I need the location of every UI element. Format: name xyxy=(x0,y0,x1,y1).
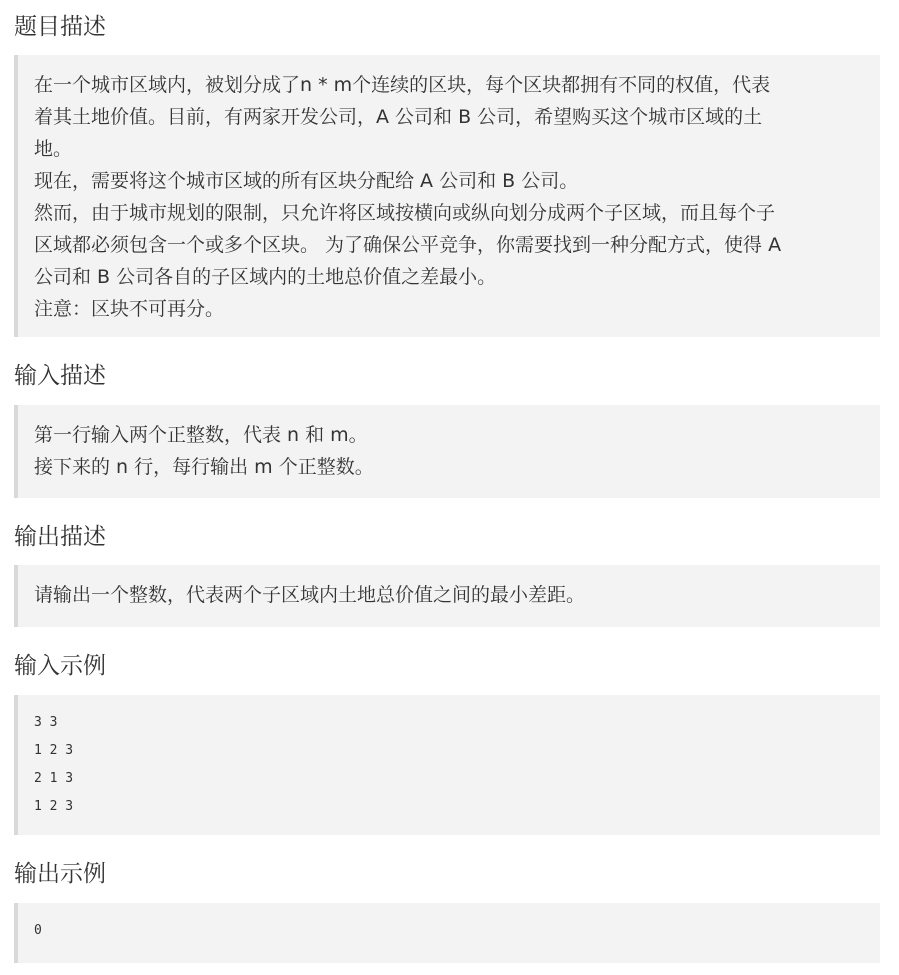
description-line: 然而，由于城市规划的限制，只允许将区域按横向或纵向划分成两个子区域，而且每个子 xyxy=(34,202,776,224)
input-line: 第一行输入两个正整数，代表 n 和 m。 xyxy=(34,424,368,446)
output-line: 请输出一个整数，代表两个子区域内土地总价值之间的最小差距。 xyxy=(34,584,586,606)
output-heading: 输出描述 xyxy=(14,524,106,550)
description-line: 公司和 B 公司各自的子区域内的土地总价值之差最小。 xyxy=(34,266,497,288)
code-line: 1 2 3 xyxy=(34,743,74,758)
output-block xyxy=(14,565,880,627)
description-line: 现在，需要将这个城市区域的所有区块分配给 A 公司和 B 公司。 xyxy=(34,170,579,192)
code-line: 3 3 xyxy=(34,715,58,730)
code-line: 1 2 3 xyxy=(34,799,74,814)
description-line: 注意：区块不可再分。 xyxy=(34,298,225,320)
input-example-code xyxy=(14,695,880,835)
description-line: 在一个城市区域内，被划分成了n * m个连续的区块，每个区块都拥有不同的权值，代表 xyxy=(34,74,771,96)
input-example-heading: 输入示例 xyxy=(14,653,106,679)
input-heading: 输入描述 xyxy=(14,363,106,389)
output-example-heading: 输出示例 xyxy=(14,861,106,887)
description-block xyxy=(14,55,880,337)
output-example-code xyxy=(14,903,880,963)
description-line: 区域都必须包含一个或多个区块。 为了确保公平竞争，你需要找到一种分配方式，使得 A xyxy=(34,234,782,256)
description-line: 地。 xyxy=(34,138,73,160)
input-line: 接下来的 n 行，每行输出 m 个正整数。 xyxy=(34,456,374,478)
code-line: 0 xyxy=(34,923,42,938)
description-heading: 题目描述 xyxy=(14,14,106,40)
input-block xyxy=(14,405,880,498)
code-line: 2 1 3 xyxy=(34,771,74,786)
description-line: 着其土地价值。目前，有两家开发公司，A 公司和 B 公司，希望购买这个城市区域的土 xyxy=(34,106,763,128)
